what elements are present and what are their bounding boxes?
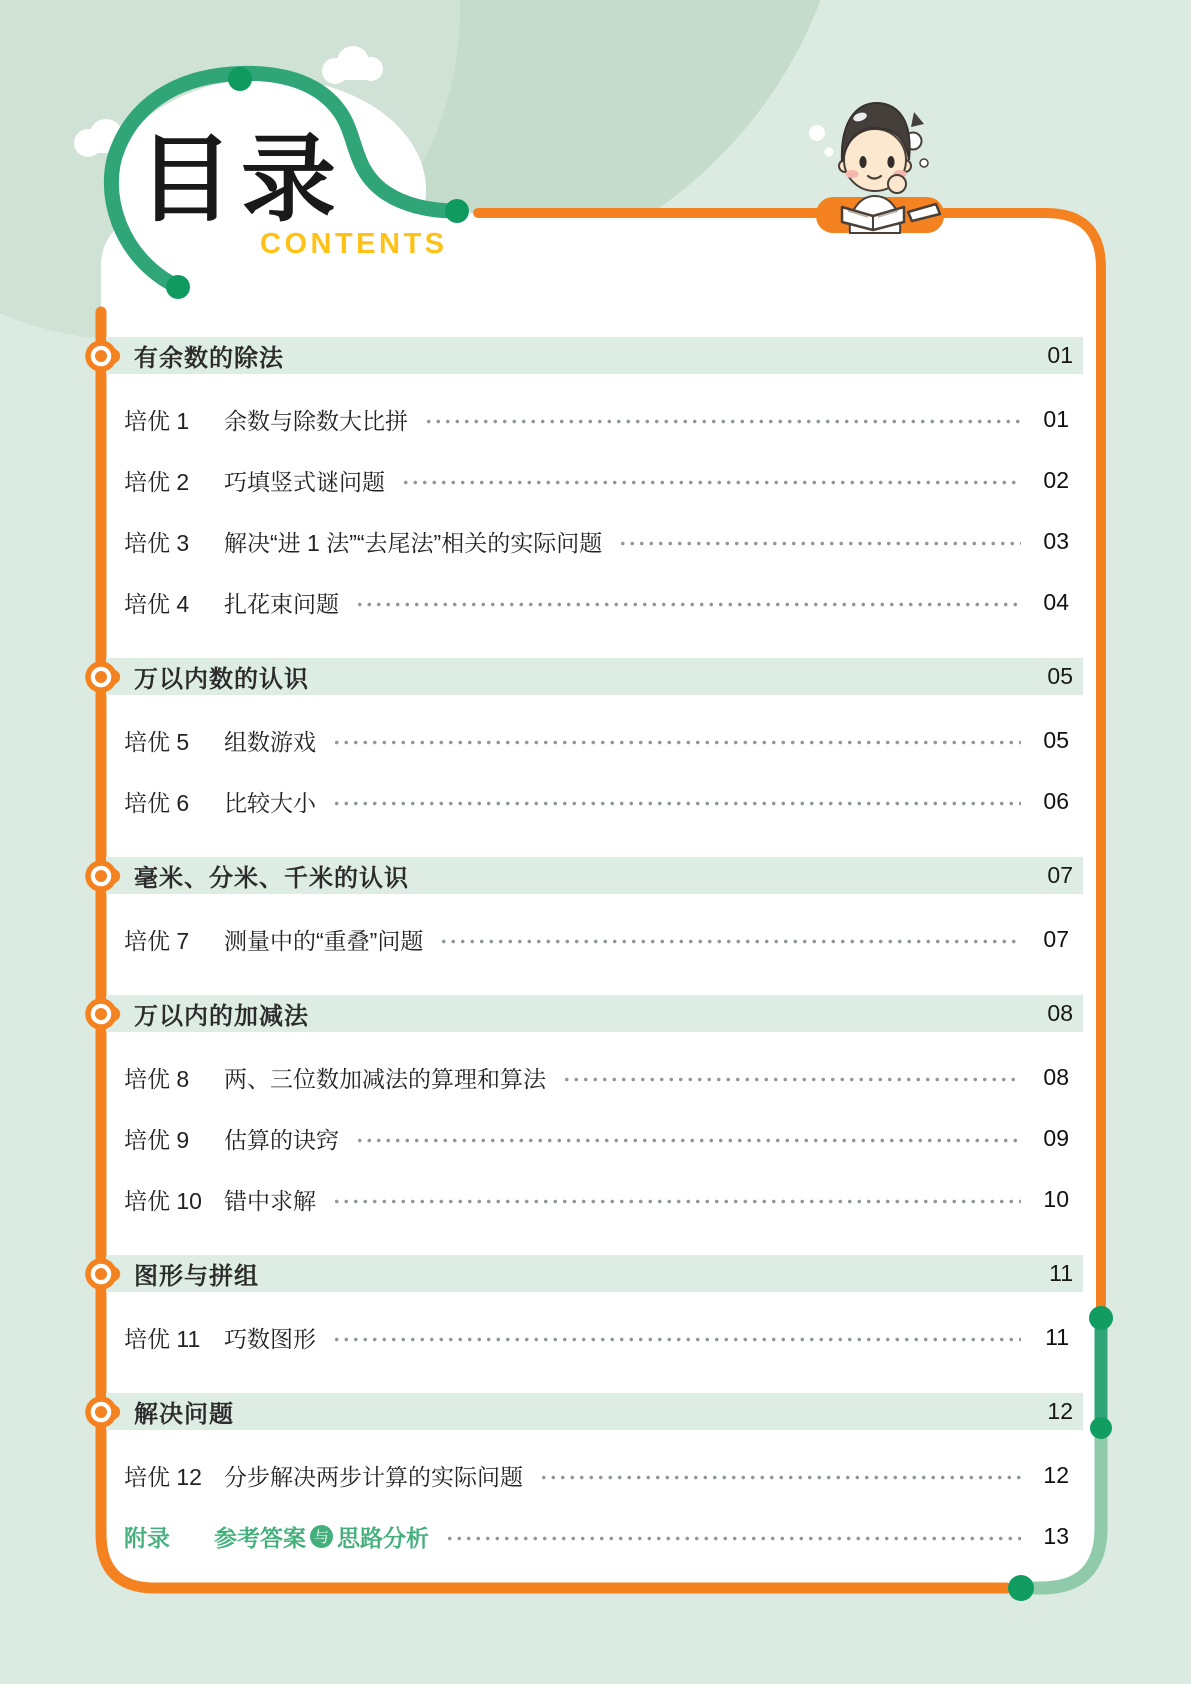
leader-dots bbox=[332, 1333, 1021, 1342]
item-page-number: 05 bbox=[1043, 727, 1069, 753]
section-page-number: 11 bbox=[1049, 1260, 1073, 1286]
leader-dots bbox=[332, 797, 1021, 806]
section-title: 万以内数的认识 bbox=[134, 666, 309, 693]
page-title: 目录 bbox=[138, 127, 345, 233]
leader-dots bbox=[332, 736, 1021, 745]
leader-dots bbox=[355, 1134, 1021, 1143]
item-label: 培优 8 bbox=[124, 1066, 190, 1092]
item-title: 两、三位数加减法的算理和算法 bbox=[224, 1066, 546, 1092]
toc-section-row bbox=[106, 1393, 1083, 1430]
item-page-number: 03 bbox=[1043, 528, 1069, 554]
item-label: 培优 7 bbox=[124, 928, 190, 954]
item-label: 培优 2 bbox=[124, 469, 190, 495]
section-bullet-icon bbox=[81, 856, 121, 896]
item-page-number: 08 bbox=[1043, 1064, 1069, 1090]
section-bullet-icon bbox=[81, 994, 121, 1034]
toc-section-row bbox=[106, 995, 1083, 1032]
mascot-boy bbox=[809, 103, 944, 233]
item-page-number: 11 bbox=[1045, 1324, 1069, 1350]
appendix-label: 附录 bbox=[124, 1525, 170, 1551]
toc-item-row bbox=[106, 587, 1096, 618]
leader-dots bbox=[424, 415, 1021, 424]
appendix-title-part2: 思路分析 bbox=[337, 1525, 429, 1551]
item-title: 组数游戏 bbox=[224, 729, 316, 755]
item-title: 比较大小 bbox=[224, 790, 316, 816]
leader-dots bbox=[539, 1471, 1021, 1480]
section-bullet-icon bbox=[81, 1254, 121, 1294]
toc-item-row bbox=[106, 1062, 1096, 1093]
toc-item-row bbox=[106, 1460, 1096, 1491]
section-bullet-icon bbox=[81, 1392, 121, 1432]
toc-section-row bbox=[106, 1255, 1083, 1292]
section-title: 毫米、分米、千米的认识 bbox=[134, 865, 409, 892]
item-label: 培优 6 bbox=[124, 790, 190, 816]
item-page-number: 01 bbox=[1043, 406, 1069, 432]
item-label: 培优 4 bbox=[124, 591, 190, 617]
appendix-title bbox=[214, 1520, 429, 1553]
section-bullet-icon bbox=[81, 657, 121, 697]
leader-dots bbox=[618, 537, 1021, 546]
item-page-number: 07 bbox=[1043, 926, 1069, 952]
section-page-number: 08 bbox=[1047, 1000, 1073, 1026]
toc-section-row bbox=[106, 658, 1083, 695]
section-page-number: 01 bbox=[1047, 342, 1073, 368]
item-page-number: 06 bbox=[1043, 788, 1069, 814]
toc-item-row bbox=[106, 924, 1096, 955]
item-page-number: 02 bbox=[1043, 467, 1069, 493]
item-label: 培优 3 bbox=[124, 530, 190, 556]
item-title: 余数与除数大比拼 bbox=[224, 408, 408, 434]
toc-item-row bbox=[106, 465, 1096, 496]
item-title: 巧数图形 bbox=[224, 1326, 316, 1352]
item-title: 错中求解 bbox=[224, 1188, 316, 1214]
item-title: 扎花束问题 bbox=[224, 591, 339, 617]
section-page-number: 12 bbox=[1047, 1398, 1073, 1424]
toc-item-row bbox=[106, 1322, 1096, 1353]
item-label: 培优 5 bbox=[124, 729, 190, 755]
swoosh-dot bbox=[228, 67, 252, 91]
toc-appendix-row bbox=[106, 1521, 1096, 1552]
section-bullet-icon bbox=[81, 336, 121, 376]
item-label: 培优 10 bbox=[124, 1188, 202, 1214]
leader-dots bbox=[562, 1073, 1021, 1082]
toc-list bbox=[106, 222, 1096, 1552]
item-title: 测量中的“重叠”问题 bbox=[224, 928, 424, 954]
section-title: 万以内的加减法 bbox=[134, 1003, 309, 1030]
item-title: 估算的诀窍 bbox=[224, 1127, 339, 1153]
item-title: 巧填竖式谜问题 bbox=[224, 469, 385, 495]
toc-section-row bbox=[106, 337, 1083, 374]
swoosh-dot bbox=[445, 199, 469, 223]
item-page-number: 10 bbox=[1043, 1186, 1069, 1212]
section-title: 图形与拼组 bbox=[134, 1263, 259, 1290]
leader-dots bbox=[332, 1195, 1021, 1204]
item-label: 培优 9 bbox=[124, 1127, 190, 1153]
item-label: 培优 11 bbox=[124, 1326, 201, 1352]
item-label: 培优 12 bbox=[124, 1464, 202, 1490]
toc-item-row bbox=[106, 404, 1096, 435]
page-subtitle: CONTENTS bbox=[260, 228, 448, 260]
section-page-number: 05 bbox=[1047, 663, 1073, 689]
frame-dot bbox=[1008, 1575, 1034, 1601]
item-label: 培优 1 bbox=[124, 408, 190, 434]
toc-item-row bbox=[106, 526, 1096, 557]
toc-item-row bbox=[106, 1184, 1096, 1215]
item-title: 解决“进 1 法”“去尾法”相关的实际问题 bbox=[224, 530, 603, 556]
toc-item-row bbox=[106, 786, 1096, 817]
leader-dots bbox=[445, 1532, 1021, 1541]
appendix-page-number: 13 bbox=[1043, 1523, 1069, 1549]
item-page-number: 12 bbox=[1043, 1462, 1069, 1488]
item-page-number: 09 bbox=[1043, 1125, 1069, 1151]
appendix-conjunction-badge: 与 bbox=[310, 1525, 333, 1548]
appendix-title-part1: 参考答案 bbox=[214, 1525, 306, 1551]
item-page-number: 04 bbox=[1043, 589, 1069, 615]
leader-dots bbox=[355, 598, 1021, 607]
toc-item-row bbox=[106, 1123, 1096, 1154]
section-page-number: 07 bbox=[1047, 862, 1073, 888]
toc-item-row bbox=[106, 725, 1096, 756]
leader-dots bbox=[401, 476, 1021, 485]
section-title: 解决问题 bbox=[134, 1401, 234, 1428]
toc-section-row bbox=[106, 857, 1083, 894]
section-title: 有余数的除法 bbox=[134, 345, 284, 372]
leader-dots bbox=[439, 935, 1021, 944]
item-title: 分步解决两步计算的实际问题 bbox=[224, 1464, 523, 1490]
